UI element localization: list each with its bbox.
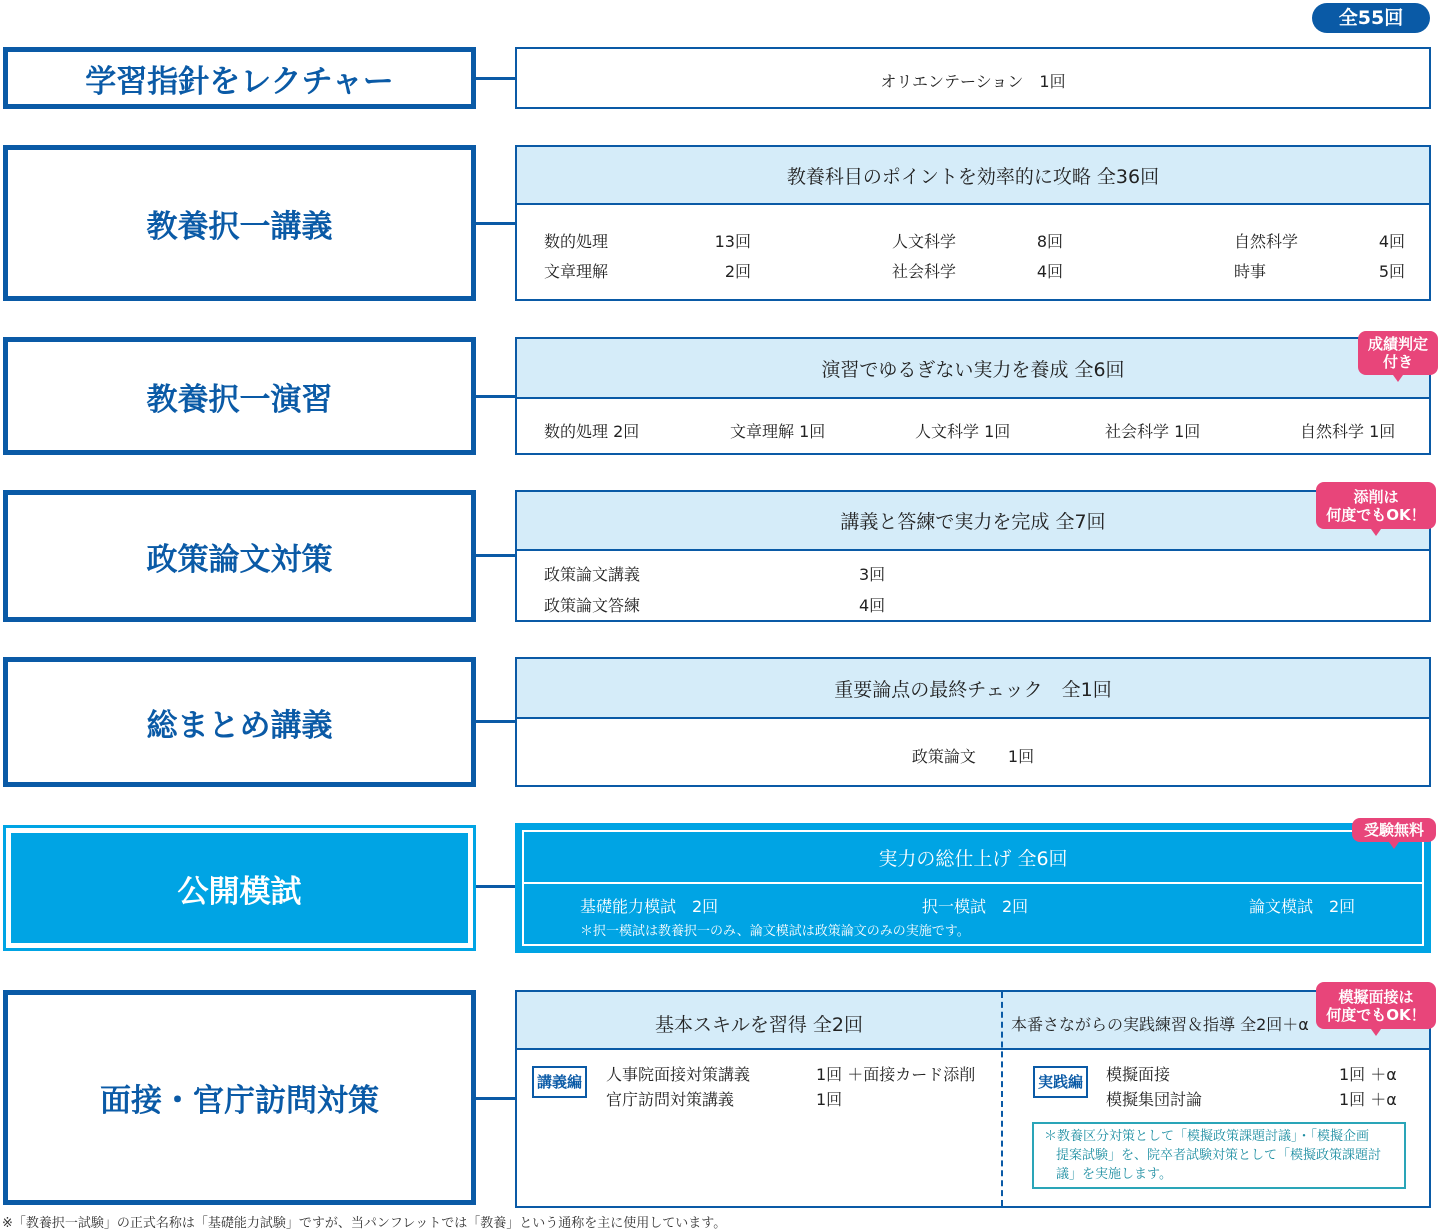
subject-count: 13回 bbox=[714, 232, 751, 251]
badge-text: 成績判定 bbox=[1367, 335, 1428, 353]
practice-item: 文章理解 1回 bbox=[730, 422, 826, 441]
section-title-kyoyo-lecture: 教養択一講義 bbox=[3, 145, 476, 301]
subject-count: 5回 bbox=[1378, 262, 1405, 281]
total-sessions-badge: 全55回 bbox=[1312, 3, 1430, 33]
badge-text: 受験無料 bbox=[1363, 821, 1424, 839]
connector-line bbox=[476, 1097, 516, 1100]
summary-item: 政策論文 1回 bbox=[911, 747, 1035, 766]
practice-item: 社会科学 1回 bbox=[1105, 422, 1201, 441]
section-heading: 教養科目のポイントを効率的に攻略 全36回 bbox=[517, 147, 1429, 205]
connector-line bbox=[476, 222, 516, 225]
practice-tag: 実践編 bbox=[1033, 1066, 1088, 1098]
subject-name: 文章理解 bbox=[544, 262, 609, 281]
interview-lecture-count: 1回 bbox=[816, 1090, 843, 1109]
mock-item: 論文模試 2回 bbox=[1249, 897, 1356, 916]
subject-count: 2回 bbox=[724, 262, 751, 281]
connector-line bbox=[476, 720, 516, 723]
section-detail-policy bbox=[515, 487, 1431, 622]
connector-line bbox=[476, 77, 516, 80]
section-title-policy: 政策論文対策 bbox=[3, 490, 476, 622]
free-exam-badge bbox=[1352, 818, 1436, 842]
section-title-mock: 公開模試 bbox=[6, 828, 473, 948]
interview-lecture-name: 官庁訪問対策講義 bbox=[606, 1090, 735, 1109]
practice-item: 数的処理 2回 bbox=[544, 422, 640, 441]
subject-count: 4回 bbox=[1378, 232, 1405, 251]
note-line: 議」を実施します。 bbox=[1056, 1167, 1172, 1182]
interview-note bbox=[1032, 1122, 1406, 1189]
subject-name: 自然科学 bbox=[1234, 232, 1299, 251]
grading-badge bbox=[1358, 331, 1438, 375]
connector-line bbox=[476, 885, 516, 888]
section-heading: 演習でゆるぎない実力を養成 全6回 bbox=[517, 339, 1429, 399]
lecture-tag: 講義編 bbox=[532, 1066, 587, 1098]
policy-item-count: 3回 bbox=[859, 565, 886, 584]
note-line: ＊教養区分対策として「模擬政策課題討議」・「模擬企画 bbox=[1044, 1129, 1370, 1144]
section-title-interview: 面接・官庁訪問対策 bbox=[3, 990, 476, 1205]
interview-practice-count: 1回 ＋α bbox=[1339, 1090, 1397, 1109]
section-heading-left: 基本スキルを習得 全2回 bbox=[655, 1014, 863, 1036]
correction-badge bbox=[1316, 482, 1436, 529]
policy-item-count: 4回 bbox=[859, 596, 886, 615]
subject-name: 人文科学 bbox=[892, 232, 957, 251]
subject-count: 4回 bbox=[1036, 262, 1063, 281]
policy-item-name: 政策論文講義 bbox=[544, 565, 641, 584]
orientation-text: オリエンテーション 1回 bbox=[880, 72, 1066, 91]
section-heading-right: 本番さながらの実践練習＆指導 全2回＋α bbox=[1011, 1015, 1309, 1034]
section-detail-lecture bbox=[515, 47, 1431, 109]
badge-text: 何度でもOK！ bbox=[1326, 505, 1426, 524]
subject-name: 社会科学 bbox=[892, 262, 957, 281]
mock-item: 基礎能力模試 2回 bbox=[580, 897, 719, 916]
footnote: ※「教養択一試験」の正式名称は「基礎能力試験」ですが、当パンフレットでは「教養」という通称を主に使用しています。 bbox=[2, 1216, 727, 1231]
badge-text: 付き bbox=[1382, 353, 1413, 371]
connector-line bbox=[476, 554, 516, 557]
section-title-kyoyo-practice: 教養択一演習 bbox=[3, 337, 476, 455]
section-detail-kyoyo-practice bbox=[515, 337, 1431, 455]
column-divider bbox=[1001, 992, 1003, 1206]
practice-item: 自然科学 1回 bbox=[1300, 422, 1396, 441]
policy-item-name: 政策論文答練 bbox=[544, 596, 641, 615]
section-detail-summary bbox=[515, 657, 1431, 787]
section-detail-mock bbox=[515, 823, 1431, 953]
section-heading: 重要論点の最終チェック 全1回 bbox=[517, 659, 1429, 719]
badge-text: 何度でもOK！ bbox=[1326, 1005, 1426, 1024]
interview-practice-name: 模擬面接 bbox=[1106, 1065, 1171, 1084]
mock-note: ＊択一模試は教養択一のみ、論文模試は政策論文のみの実施です。 bbox=[580, 924, 970, 939]
mock-item: 択一模試 2回 bbox=[922, 897, 1029, 916]
mock-interview-badge bbox=[1316, 982, 1436, 1029]
section-title-lecture: 学習指針をレクチャー bbox=[3, 47, 476, 109]
subject-name: 数的処理 bbox=[544, 232, 609, 251]
mock-inner-frame bbox=[522, 830, 1424, 946]
section-detail-interview bbox=[515, 987, 1431, 1208]
subject-count: 8回 bbox=[1036, 232, 1063, 251]
note-line: 提案試験」を、院卒者試験対策として「模擬政策課題討 bbox=[1056, 1148, 1382, 1163]
section-title-summary: 総まとめ講義 bbox=[3, 657, 476, 787]
interview-lecture-name: 人事院面接対策講義 bbox=[606, 1065, 751, 1084]
interview-lecture-count: 1回 ＋面接カード添削 bbox=[816, 1065, 976, 1084]
connector-line bbox=[476, 395, 516, 398]
interview-practice-name: 模擬集団討論 bbox=[1106, 1090, 1203, 1109]
interview-heading-row bbox=[517, 992, 1429, 1050]
section-heading: 講義と答練で実力を完成 全7回 bbox=[517, 492, 1429, 551]
subject-name: 時事 bbox=[1234, 262, 1267, 281]
section-heading: 実力の総仕上げ 全6回 bbox=[524, 832, 1422, 884]
badge-text: 模擬面接は bbox=[1338, 987, 1414, 1006]
interview-practice-count: 1回 ＋α bbox=[1339, 1065, 1397, 1084]
badge-text: 添削は bbox=[1353, 487, 1399, 506]
section-detail-kyoyo-lecture bbox=[515, 145, 1431, 301]
practice-item: 人文科学 1回 bbox=[915, 422, 1011, 441]
